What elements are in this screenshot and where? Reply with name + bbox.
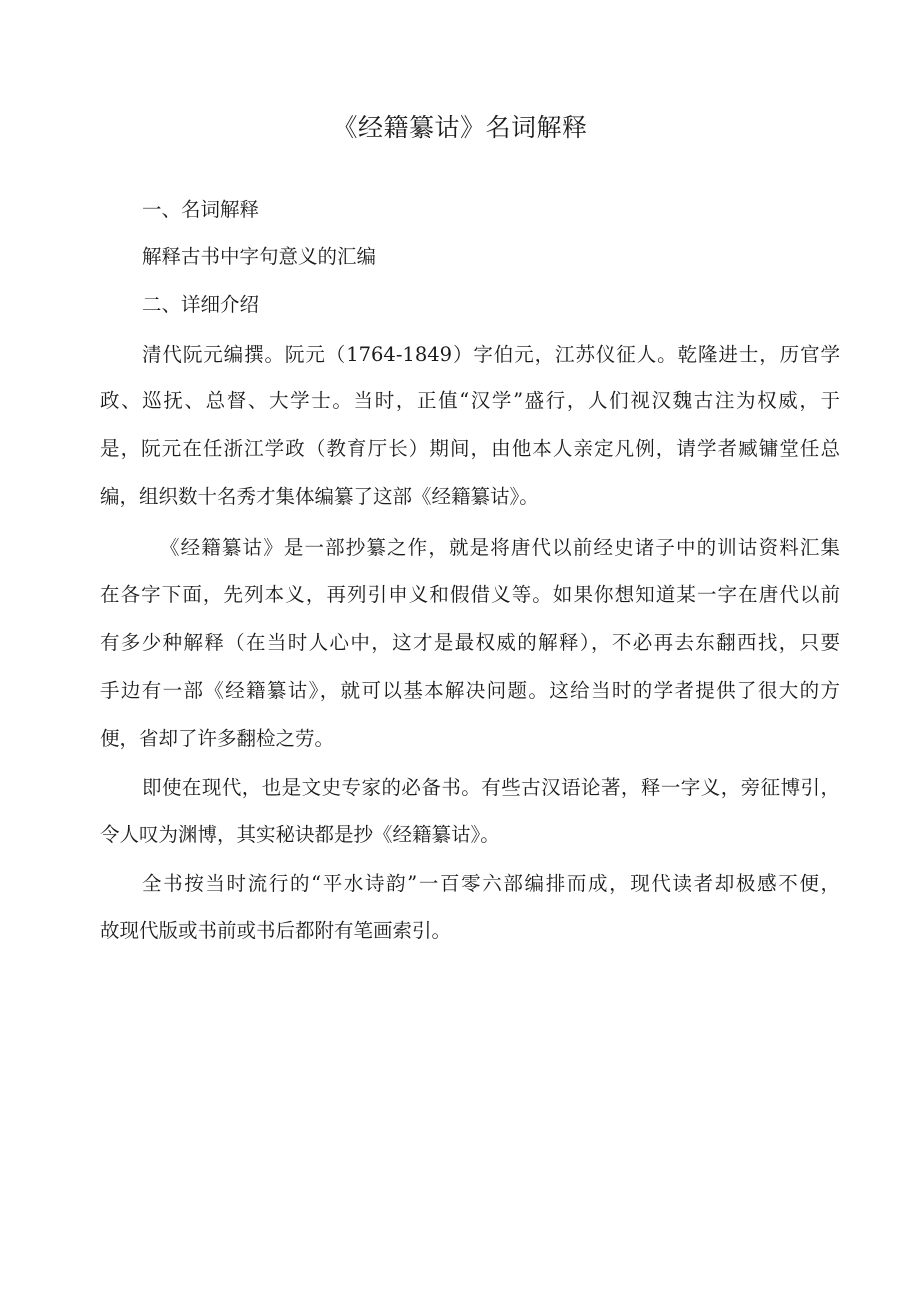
paragraph-line: 是，阮元在任浙江学政（教育厅长）期间，由他本人亲定凡例，请学者臧镛堂任总 <box>100 437 840 460</box>
paragraph-line: 政、巡抚、总督、大学士。当时，正值“汉学”盛行，人们视汉魏古注为权威，于 <box>100 389 840 412</box>
paragraph-line: 有多少种解释（在当时人心中，这才是最权威的解释），不必再去东翻西找，只要 <box>100 631 840 654</box>
document-title: 《经籍纂诂》名词解释 <box>332 113 588 142</box>
paragraph-line: 便，省却了许多翻检之劳。 <box>100 727 335 750</box>
paragraph-line: 令人叹为渊博，其实秘诀都是抄《经籍纂诂》。 <box>100 823 500 846</box>
paragraph-line: 手边有一部《经籍纂诂》，就可以基本解决问题。这给当时的学者提供了很大的方 <box>100 679 840 702</box>
section-heading-details: 二、详细介绍 <box>142 293 260 316</box>
paragraph-line: 即使在现代，也是文史专家的必备书。有些古汉语论著，释一字义，旁征博引， <box>142 776 840 799</box>
paragraph-line: 故现代版或书前或书后都附有笔画索引。 <box>100 919 452 942</box>
paragraph-line: 全书按当时流行的“平水诗韵”一百零六部编排而成，现代读者却极感不便， <box>142 872 840 895</box>
paragraph-line: 清代阮元编撰。阮元（1764-1849）字伯元，江苏仪征人。乾隆进士，历官学 <box>142 343 840 366</box>
paragraph-line: 在各字下面，先列本义，再列引申义和假借义等。如果你想知道某一字在唐代以前 <box>100 583 840 606</box>
paragraph-line: 编，组织数十名秀才集体编纂了这部《经籍纂诂》。 <box>100 485 539 508</box>
definition-text: 解释古书中字句意义的汇编 <box>142 245 377 268</box>
paragraph-line: 《经籍纂诂》是一部抄纂之作，就是将唐代以前经史诸子中的训诂资料汇集 <box>160 536 840 559</box>
section-heading-definition: 一、名词解释 <box>142 198 260 221</box>
